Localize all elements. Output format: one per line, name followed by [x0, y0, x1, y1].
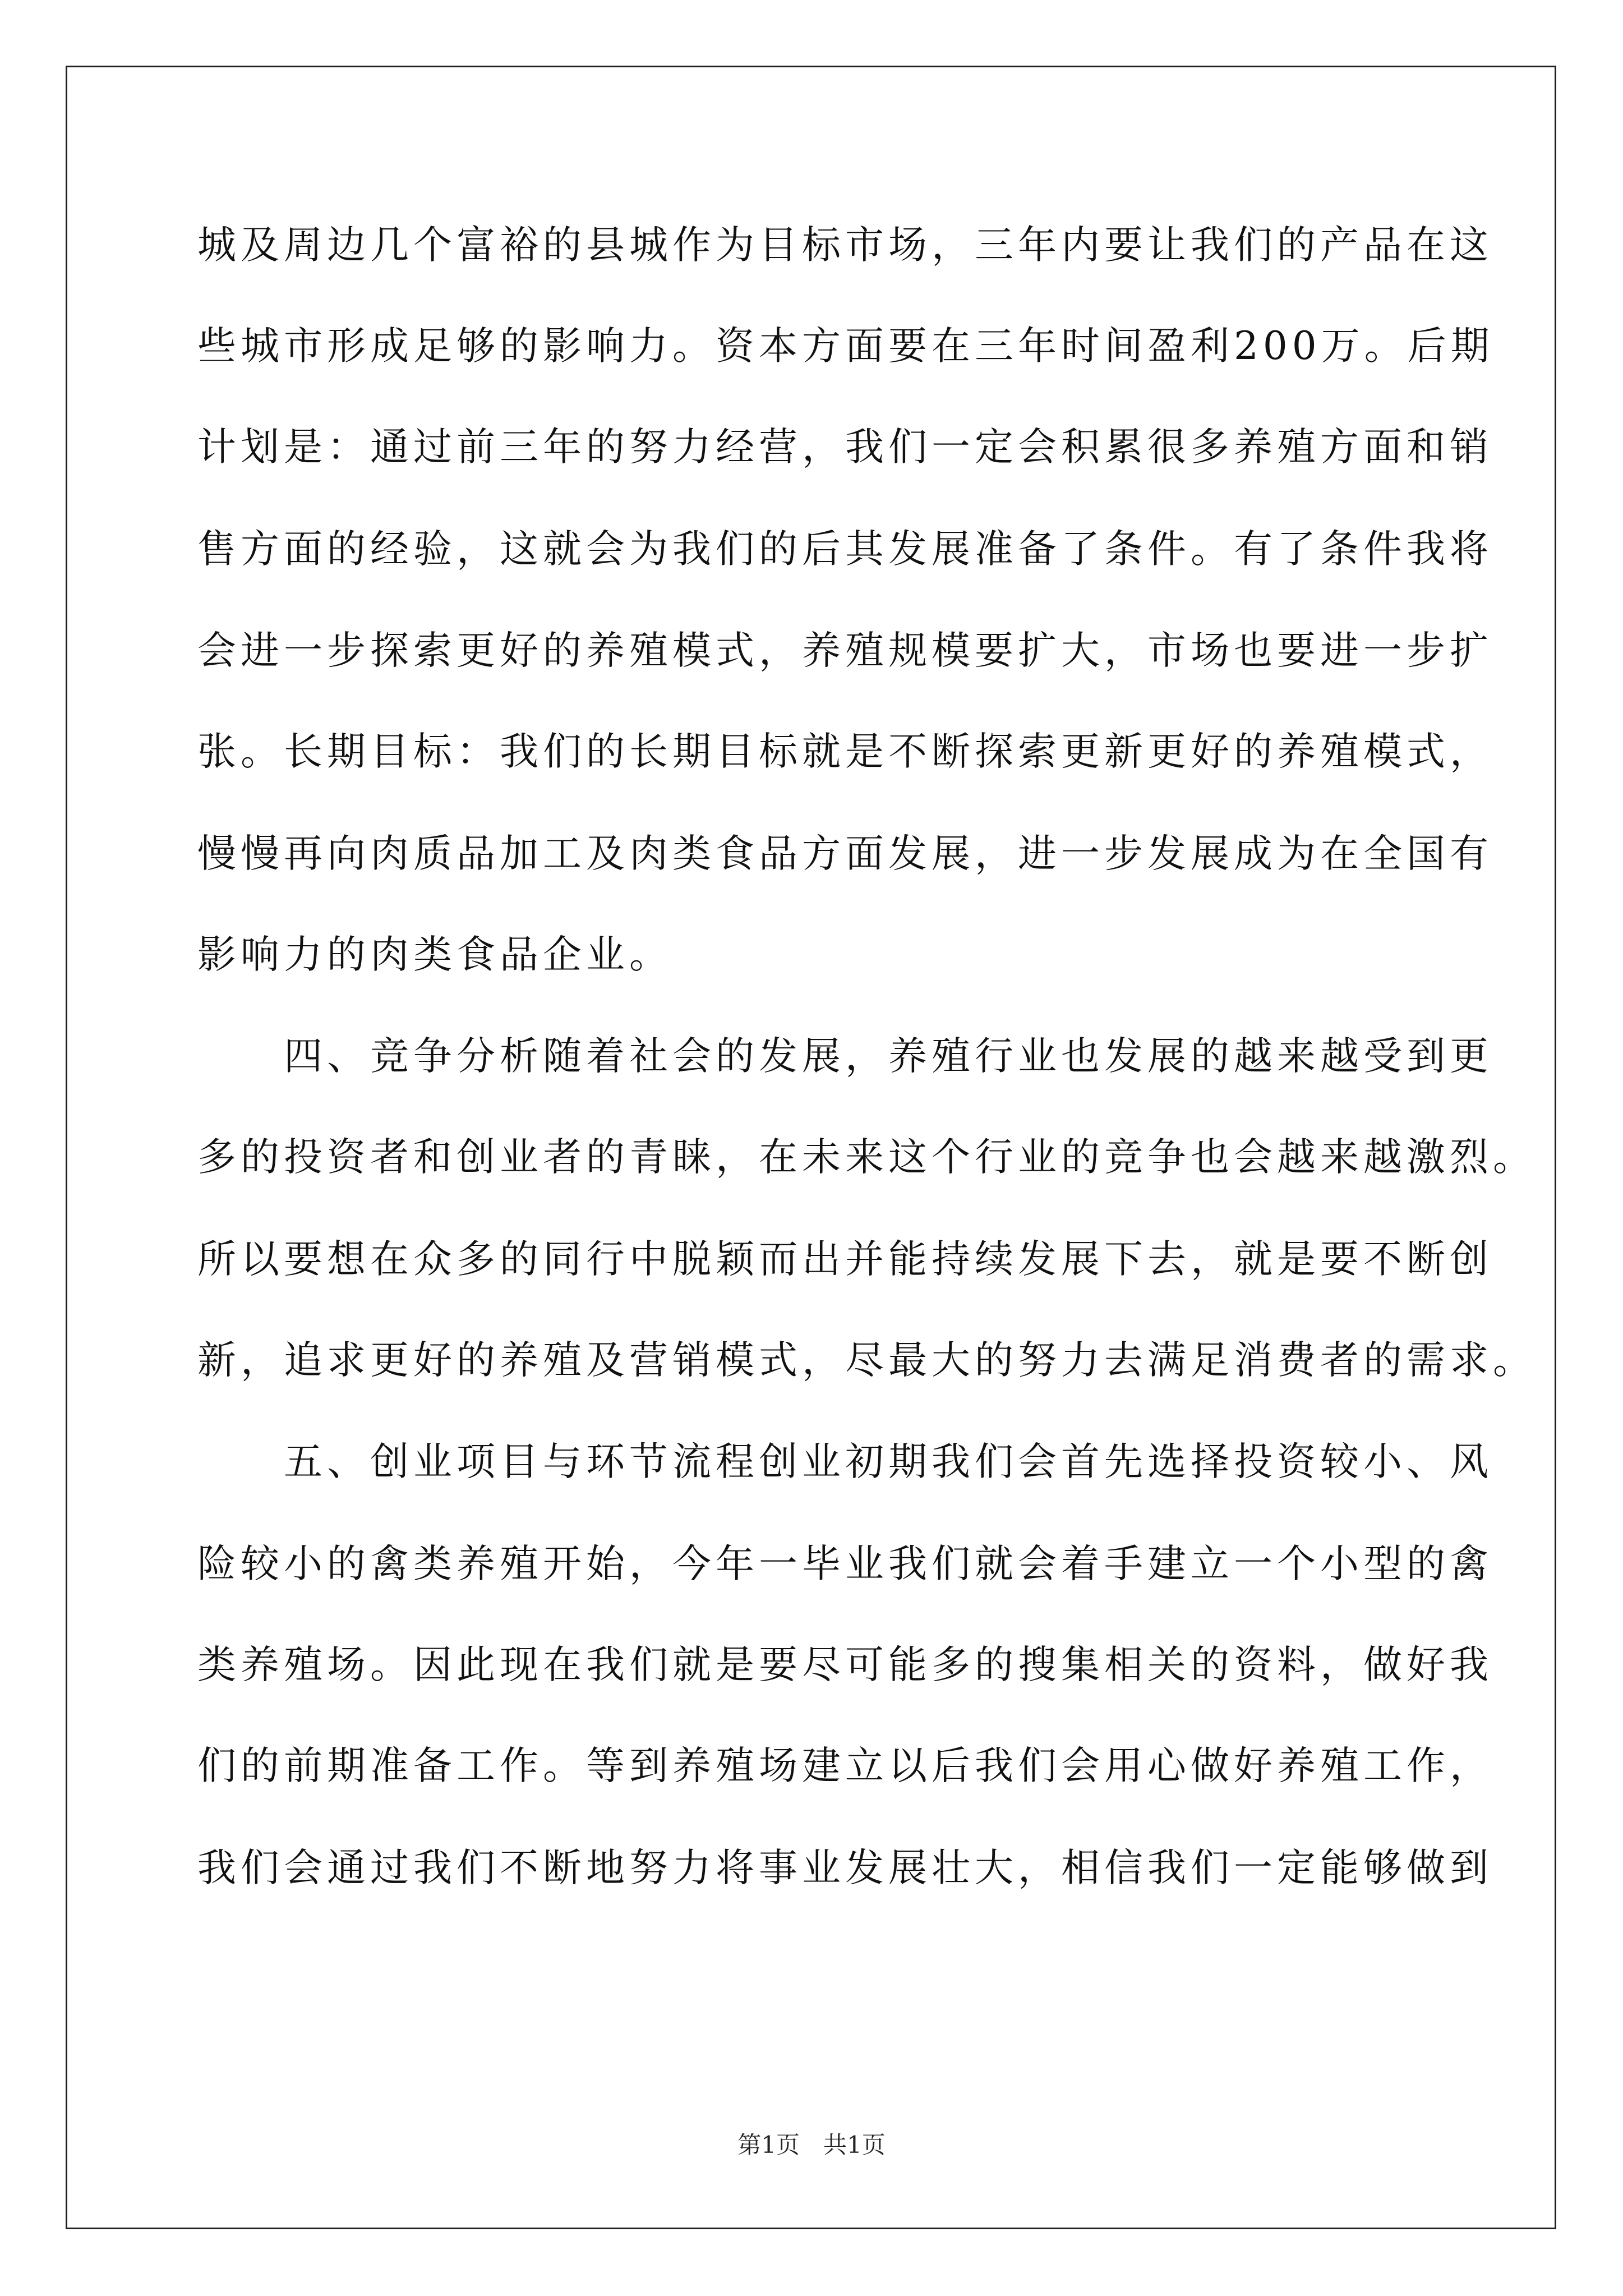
- body-line-13: 五、创业项目与环节流程创业初期我们会首先选择投资较小、风: [197, 1439, 1493, 1484]
- body-line-9: 四、竞争分析随着社会的发展，养殖行业也发展的越来越受到更: [197, 1034, 1493, 1079]
- body-line-7: 慢慢再向肉质品加工及肉类食品方面发展，进一步发展成为在全国有: [197, 831, 1493, 876]
- body-line-3: 计划是：通过前三年的努力经营，我们一定会积累很多养殖方面和销: [197, 425, 1493, 470]
- page-number-footer: 第1页 共1页: [737, 2131, 886, 2159]
- body-line-5: 会进一步探索更好的养殖模式，养殖规模要扩大，市场也要进一步扩: [197, 628, 1493, 673]
- body-line-10: 多的投资者和创业者的青睐，在未来这个行业的竞争也会越来越激烈。: [197, 1135, 1536, 1180]
- body-line-2: 些城市形成足够的影响力。资本方面要在三年时间盈利200万。后期: [197, 324, 1494, 369]
- body-line-4: 售方面的经验，这就会为我们的后其发展准备了条件。有了条件我将: [197, 527, 1493, 572]
- body-line-17: 我们会通过我们不断地努力将事业发展壮大，相信我们一定能够做到: [197, 1846, 1493, 1890]
- body-line-15: 类养殖场。因此现在我们就是要尽可能多的搜集相关的资料，做好我: [197, 1642, 1493, 1687]
- body-line-1: 城及周边几个富裕的县城作为目标市场，三年内要让我们的产品在这: [197, 223, 1493, 268]
- body-line-11: 所以要想在众多的同行中脱颖而出并能持续发展下去，就是要不断创: [197, 1237, 1493, 1282]
- body-line-16: 们的前期准备工作。等到养殖场建立以后我们会用心做好养殖工作，: [197, 1743, 1493, 1788]
- body-line-6: 张。长期目标：我们的长期目标就是不断探索更新更好的养殖模式，: [197, 729, 1493, 774]
- body-line-8: 影响力的肉类食品企业。: [197, 932, 672, 977]
- body-line-14: 险较小的禽类养殖开始，今年一毕业我们就会着手建立一个小型的禽: [197, 1542, 1493, 1586]
- body-line-12: 新，追求更好的养殖及营销模式，尽最大的努力去满足消费者的需求。: [197, 1338, 1536, 1383]
